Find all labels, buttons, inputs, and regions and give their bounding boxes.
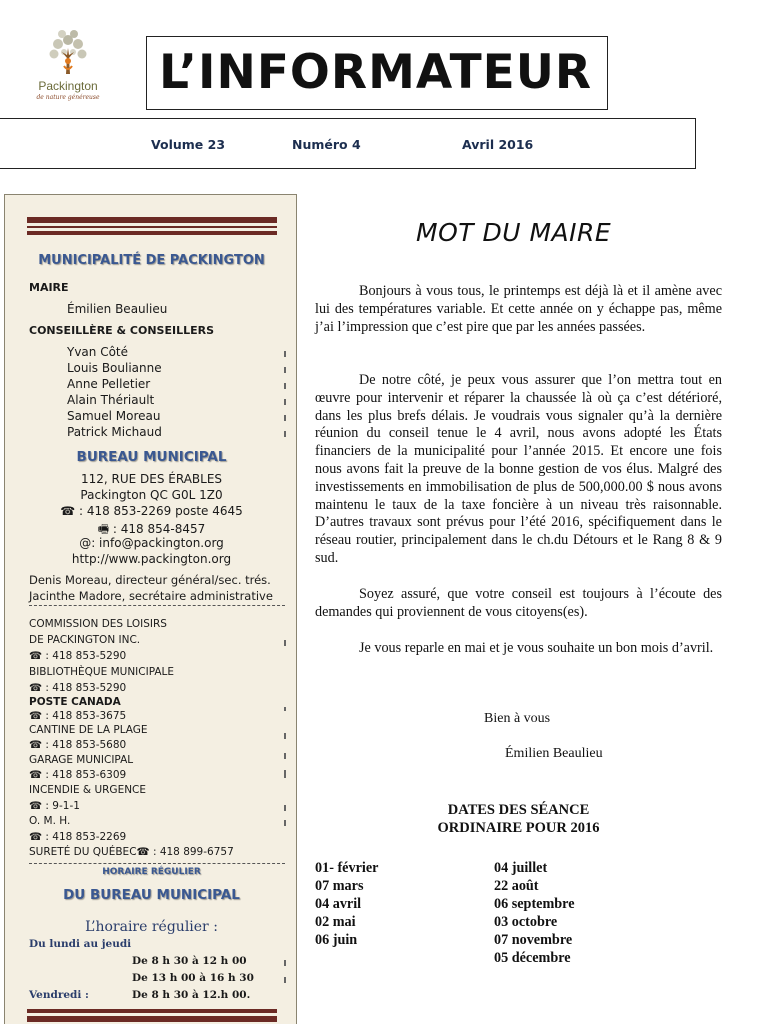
council-label: CONSEILLÈRE & CONSEILLERS <box>29 324 215 337</box>
margin-tick <box>284 805 286 811</box>
councillor-name: Anne Pelletier <box>67 377 151 391</box>
logo-tagline: de nature généreuse <box>36 94 100 101</box>
meeting-date: 06 septembre <box>494 896 575 912</box>
councillor-name: Patrick Michaud <box>67 425 162 439</box>
municipal-directory-sidebar <box>4 194 297 1024</box>
margin-tick <box>284 351 286 357</box>
municipality-heading: MUNICIPALITÉ DE PACKINGTON <box>38 253 265 268</box>
meeting-date: 03 octobre <box>494 914 558 930</box>
decorative-rule <box>27 231 277 235</box>
org-phone: ☎ : 418 853-5290 <box>29 650 127 662</box>
volume-label: Volume 23 <box>151 137 226 152</box>
margin-tick <box>284 431 286 437</box>
org-phone: ☎ : 418 853-6309 <box>29 769 127 781</box>
mayor-signature: Émilien Beaulieu <box>505 746 603 761</box>
org-phone: ☎ : 418 853-5680 <box>29 739 127 751</box>
office-email[interactable]: @: info@packington.org <box>79 536 224 550</box>
hours-friday: De 8 h 30 à 12.h 00. <box>132 989 251 1001</box>
org-phone: ☎ : 418 853-3675 <box>29 710 127 722</box>
hours-intro: L’horaire régulier : <box>85 919 218 935</box>
org-phone: ☎ : 9-1-1 <box>29 800 80 812</box>
meeting-date: 04 juillet <box>494 860 548 876</box>
issue-info-bar <box>0 118 696 169</box>
meeting-dates-subtitle: ORDINAIRE POUR 2016 <box>437 820 600 836</box>
office-city: Packington QC G0L 1Z0 <box>80 488 223 502</box>
margin-tick <box>284 640 286 646</box>
decorative-rule <box>27 1009 277 1013</box>
article-paragraph: Je vous reparle en mai et je vous souhaite un bon mois d’avril. <box>359 640 714 656</box>
margin-tick <box>284 820 286 826</box>
mayor-name: Émilien Beaulieu <box>67 302 168 316</box>
org-phone: ☎ : 418 853-2269 <box>29 831 127 843</box>
hours-heading: DU BUREAU MUNICIPAL <box>63 887 240 903</box>
margin-tick <box>284 415 286 421</box>
margin-tick <box>284 977 286 983</box>
newsletter-title-box <box>146 36 608 110</box>
org-line: COMMISSION DES LOISIRS <box>29 618 167 630</box>
hours-weekdays: Du lundi au jeudi <box>29 938 132 950</box>
margin-tick <box>284 733 286 739</box>
logo-name: Packington <box>38 79 98 93</box>
margin-tick <box>284 960 286 966</box>
hours-small-heading: HORAIRE RÉGULIER <box>102 867 201 877</box>
hours-friday-label: Vendredi : <box>29 989 89 1001</box>
org-line: INCENDIE & URGENCE <box>29 784 147 796</box>
margin-tick <box>284 707 286 711</box>
councillor-name: Alain Thériault <box>67 393 155 407</box>
meeting-date: 22 août <box>494 878 539 894</box>
org-line: DE PACKINGTON INC. <box>29 634 141 646</box>
tree-logo-icon <box>46 28 90 78</box>
margin-tick <box>284 383 286 389</box>
org-line: BIBLIOTHÈQUE MUNICIPALE <box>29 666 175 678</box>
issue-number: Numéro 4 <box>292 137 361 152</box>
meeting-date: 06 juin <box>315 932 358 948</box>
org-line: GARAGE MUNICIPAL <box>29 754 134 766</box>
issue-date: Avril 2016 <box>462 137 534 152</box>
newsletter-title: L’INFORMATEUR <box>159 45 593 100</box>
article-title: MOT DU MAIRE <box>416 218 612 247</box>
meeting-date: 01- février <box>315 860 379 876</box>
packington-logo <box>28 28 108 106</box>
meeting-date: 07 novembre <box>494 932 573 948</box>
meeting-date: 02 mai <box>315 914 356 930</box>
org-phone: ☎ : 418 853-5290 <box>29 682 127 694</box>
meeting-date: 04 avril <box>315 896 362 912</box>
meeting-date: 05 décembre <box>494 950 571 966</box>
decorative-rule <box>27 217 277 223</box>
org-line: SURETÉ DU QUÉBEC☎ : 418 899-6757 <box>29 846 234 858</box>
article-paragraph: Soyez assuré, que votre conseil est toujours à l’écoute des demandes qui proviennent de vous citoyens(es). <box>315 586 722 620</box>
councillor-name: Louis Boulianne <box>67 361 162 375</box>
article-paragraph: Bonjours à vous tous, le printemps est déjà là et il amène avec lui des températures variable. Et cette année on y échappe pas, même j’ai l’impression que c’est pire que par les années passées. <box>315 283 722 335</box>
office-address: 112, RUE DES ÉRABLES <box>80 472 223 486</box>
hours-afternoon: De 13 h 00 à 16 h 30 <box>132 972 254 984</box>
org-line: CANTINE DE LA PLAGE <box>29 724 148 736</box>
org-line: POSTE CANADA <box>29 696 121 708</box>
meeting-dates-title: DATES DES SÉANCE <box>447 802 590 818</box>
decorative-rule <box>27 226 277 228</box>
margin-tick <box>284 367 286 373</box>
section-divider <box>29 863 285 864</box>
decorative-rule <box>27 1016 277 1022</box>
section-divider <box>29 605 285 606</box>
staff-line: Denis Moreau, directeur général/sec. trés. <box>29 573 271 587</box>
article-paragraph: De notre côté, je peux vous assurer que l’on mettra tout en œuvre pour intervenir et réparer la chaussée là où ça c’est détérioré, dans les plus brefs délais. Je voudrais vous signaler qu’à la dernière réunion du conseil tenue le 4 avril, nous avons adopté les États financiers de la municipalité pour l’année 2015. Et encore une fois nous avons fait la preuve de la bonne gestion de vos élus. Malgré des investissements en immobilisation de plus de 500,000.00 $ nous avons maintenu le taux de la taxe foncière à un niveau très raisonnable. D’autres travaux sont prévus pour l’été 2016, spécifiquement dans le réseau routier, principalement dans le ch.du Détours et le Rang 8 & 9 sud. <box>315 372 722 566</box>
closing-line: Bien à vous <box>484 711 551 726</box>
margin-tick <box>284 399 286 405</box>
office-fax: 🖷 : 418 854-8457 <box>97 522 206 536</box>
councillor-name: Samuel Moreau <box>67 409 161 423</box>
office-heading: BUREAU MUNICIPAL <box>76 449 227 465</box>
org-line: O. M. H. <box>29 815 71 827</box>
office-phone: ☎ : 418 853-2269 poste 4645 <box>60 504 243 518</box>
margin-tick <box>284 753 286 759</box>
office-website-link[interactable]: http://www.packington.org <box>71 552 232 566</box>
meeting-date: 07 mars <box>315 878 364 894</box>
councillor-name: Yvan Côté <box>67 345 129 359</box>
staff-line: Jacinthe Madore, secrétaire administrative <box>29 589 273 603</box>
hours-morning: De 8 h 30 à 12 h 00 <box>132 955 247 967</box>
mayor-label: MAIRE <box>29 281 69 294</box>
margin-tick <box>284 770 286 778</box>
